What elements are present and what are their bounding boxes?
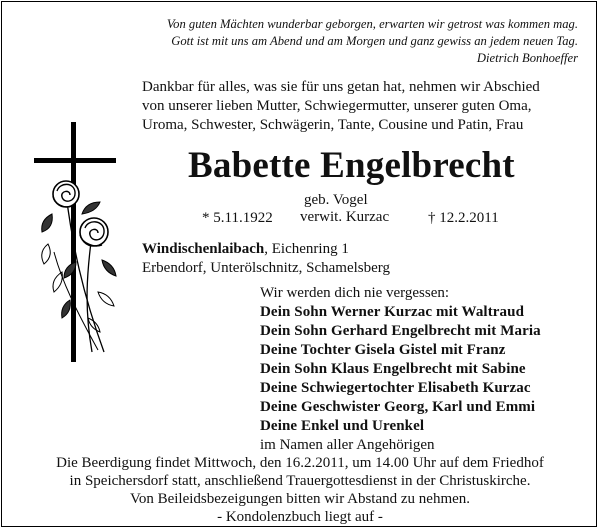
list-item: Deine Schwiegertochter Elisabeth Kurzac — [260, 380, 531, 396]
places-line: Erbendorf, Unterölschnitz, Schamelsberg — [142, 260, 390, 276]
funeral-line-1: Die Beerdigung findet Mittwoch, den 16.2.2011, um 14.00 Uhr auf dem Friedhof — [56, 455, 544, 471]
funeral-line-4: - Kondolenzbuch liegt auf - — [217, 509, 383, 525]
list-item: Dein Sohn Gerhard Engelbrecht mit Maria — [260, 323, 541, 339]
funeral-notice — [2, 454, 598, 526]
town-name: Windischenlaibach — [142, 241, 265, 257]
intro-line-2: von unserer lieben Mutter, Schwiegermutter, unserer guten Oma, — [142, 98, 532, 114]
list-item: Deine Enkel und Urenkel — [260, 418, 425, 434]
quote-line-2: Gott ist mit uns am Abend und am Morgen und ganz gewiss an jedem neuen Tag. — [171, 34, 578, 48]
survivors-list — [260, 284, 541, 455]
birth-date: * 5.11.1922 — [202, 210, 273, 226]
death-date: † 12.2.2011 — [428, 210, 499, 226]
farewell-intro — [142, 78, 582, 135]
cross-with-roses-icon — [32, 122, 137, 367]
intro-line-3: Uroma, Schwester, Schwägerin, Tante, Cousine und Patin, Frau — [142, 117, 524, 133]
widowed-name: verwit. Kurzac — [300, 209, 390, 225]
quote-line-1: Von guten Mächten wunderbar geborgen, erwarten wir getrost was kommen mag. — [166, 17, 578, 31]
maiden-name: geb. Vogel — [304, 192, 368, 208]
obituary-card — [1, 1, 597, 527]
bonhoeffer-quote — [167, 16, 578, 67]
street: , Eichenring 1 — [264, 241, 349, 257]
address-line — [142, 240, 390, 259]
deceased-name: Babette Engelbrecht — [188, 145, 515, 186]
funeral-line-2: in Speichersdorf statt, anschließend Trauergottesdienst in der Christuskirche. — [69, 473, 531, 489]
list-item: Dein Sohn Klaus Engelbrecht mit Sabine — [260, 361, 526, 377]
list-item: Deine Tochter Gisela Gistel mit Franz — [260, 342, 506, 358]
list-item: Dein Sohn Werner Kurzac mit Waltraud — [260, 304, 525, 320]
intro-line-1: Dankbar für alles, was sie für uns getan hat, nehmen wir Abschied — [142, 79, 540, 95]
survivors-closing: im Namen aller Angehörigen — [260, 437, 435, 453]
list-item: Deine Geschwister Georg, Karl und Emmi — [260, 399, 536, 415]
residence — [142, 240, 390, 278]
survivors-intro: Wir werden dich nie vergessen: — [260, 285, 450, 301]
funeral-line-3: Von Beileidsbezeigungen bitten wir Abstand zu nehmen. — [129, 491, 471, 507]
quote-author: Dietrich Bonhoeffer — [476, 51, 578, 65]
